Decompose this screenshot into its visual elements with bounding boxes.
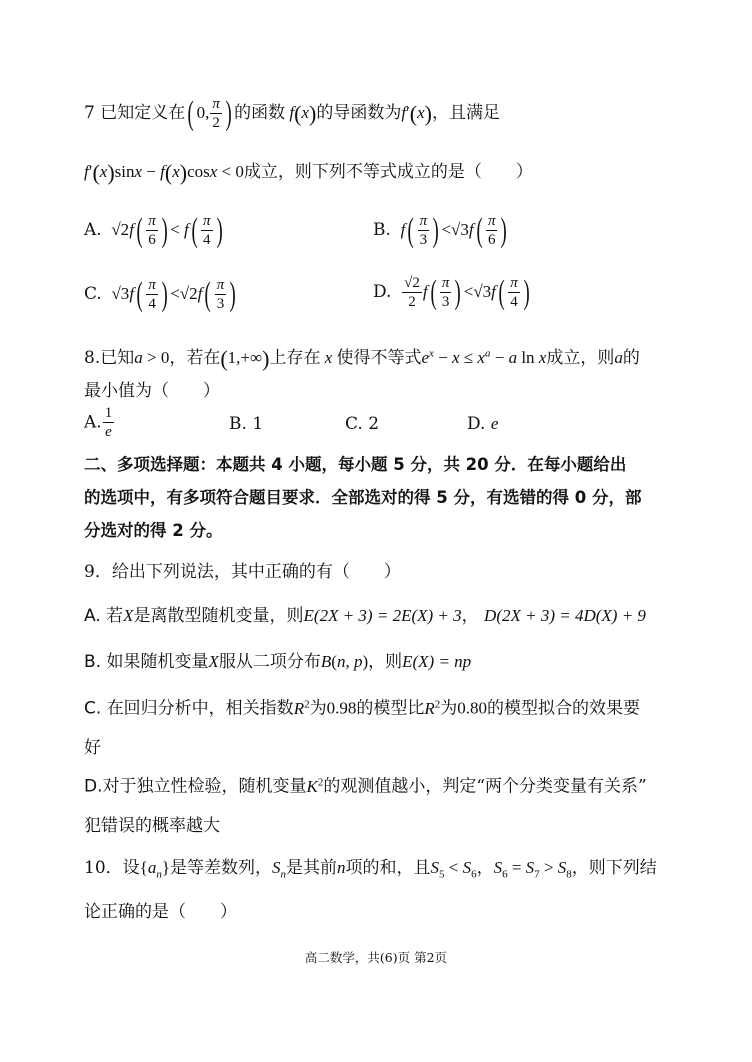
q7-option-c[interactable]: C. √3f( $\frac{\pi}{4}$ ) <√2f( $\frac{\pi}{3}$ )	[84, 276, 236, 313]
q9-option-c-cont: 好	[84, 738, 101, 758]
q10-line1: 10．设$\{a_n\}$是等差数列，$S_n$是其前n项的和，且$S_5 < S_6$，$S_6 = S_7 > S_8$，则下列结	[84, 858, 657, 881]
q8-option-a[interactable]: A. $\frac{1}{e}$	[84, 405, 113, 440]
q9-stem: 9．给出下列说法，其中正确的有（ ）	[84, 562, 401, 582]
q8-line2: 最小值为（ ）	[84, 381, 220, 401]
q10-line2: 论正确的是（ ）	[84, 902, 237, 922]
section2-line1: 二、多项选择题：本题共 4 小题，每小题 5 分，共 20 分．在每小题给出	[84, 455, 627, 474]
q8-line1: 8.已知a > 0，若在(1,+∞)上存在 x 使得不等式$e^x - x \le x^a - a$ ln x成立，则a的	[84, 346, 640, 371]
interval-0-pi2: ( 0, $\frac{\pi}{2}$ )	[187, 95, 232, 132]
q8-inequality: $e^x - x \le x^a - a$ ln x	[421, 347, 547, 368]
q7-option-b[interactable]: B. f( $\frac{\pi}{3}$ ) <√3f( $\frac{\pi}{6}$ )	[373, 212, 508, 249]
q9-option-d[interactable]: D.对于独立性检验，随机变量$K^2$的观测值越小，判定“两个分类变量有关系”	[84, 776, 647, 797]
q9-option-d-cont: 犯错误的概率越大	[84, 816, 220, 836]
q7-line2: f′(x)sinx − f(x)cosx < 0成立，则下列不等式成立的是（ ）	[84, 160, 533, 185]
q9-option-b[interactable]: B. 如果随机变量X服从二项分布B(n, p)，则E(X) = np	[84, 652, 472, 672]
q9-option-c[interactable]: C. 在回归分析中，相关指数$R^2$为0.98的模型比$R^2$为0.80的模型拟合的效果要	[84, 698, 640, 719]
section2-line3: 分选对的得 2 分。	[84, 521, 223, 540]
q8-option-b[interactable]: B. 1	[229, 414, 264, 434]
q7-condition: f′(x)sinx − f(x)cosx < 0	[84, 160, 244, 185]
page-footer: 高二数学，共(6)页 第2页	[304, 950, 448, 965]
section2-line2: 的选项中，有多项符合题目要求．全部选对的得 5 分，有选错的得 0 分，部	[84, 488, 642, 507]
q7-option-a[interactable]: A. √2f( $\frac{\pi}{6}$ ) < f( $\frac{\pi}{4}$ )	[84, 212, 223, 249]
q7-line1: 7 已知定义在( 0, $\frac{\pi}{2}$ ) 的函数 f(x)的导函数为f′(x)，且满足	[84, 95, 500, 132]
q8-option-d[interactable]: D. e	[467, 414, 499, 434]
q9-option-a[interactable]: A. 若X是离散型随机变量，则E(2X + 3) = 2E(X) + 3， D(2X + 3) = 4D(X) + 9	[84, 606, 646, 626]
q7-option-d[interactable]: D. $\frac{√2}{2}$ f( $\frac{\pi}{3}$ ) <√3f( $\frac{\pi}{4}$ )	[373, 274, 530, 311]
q8-option-c[interactable]: C. 2	[345, 414, 380, 434]
